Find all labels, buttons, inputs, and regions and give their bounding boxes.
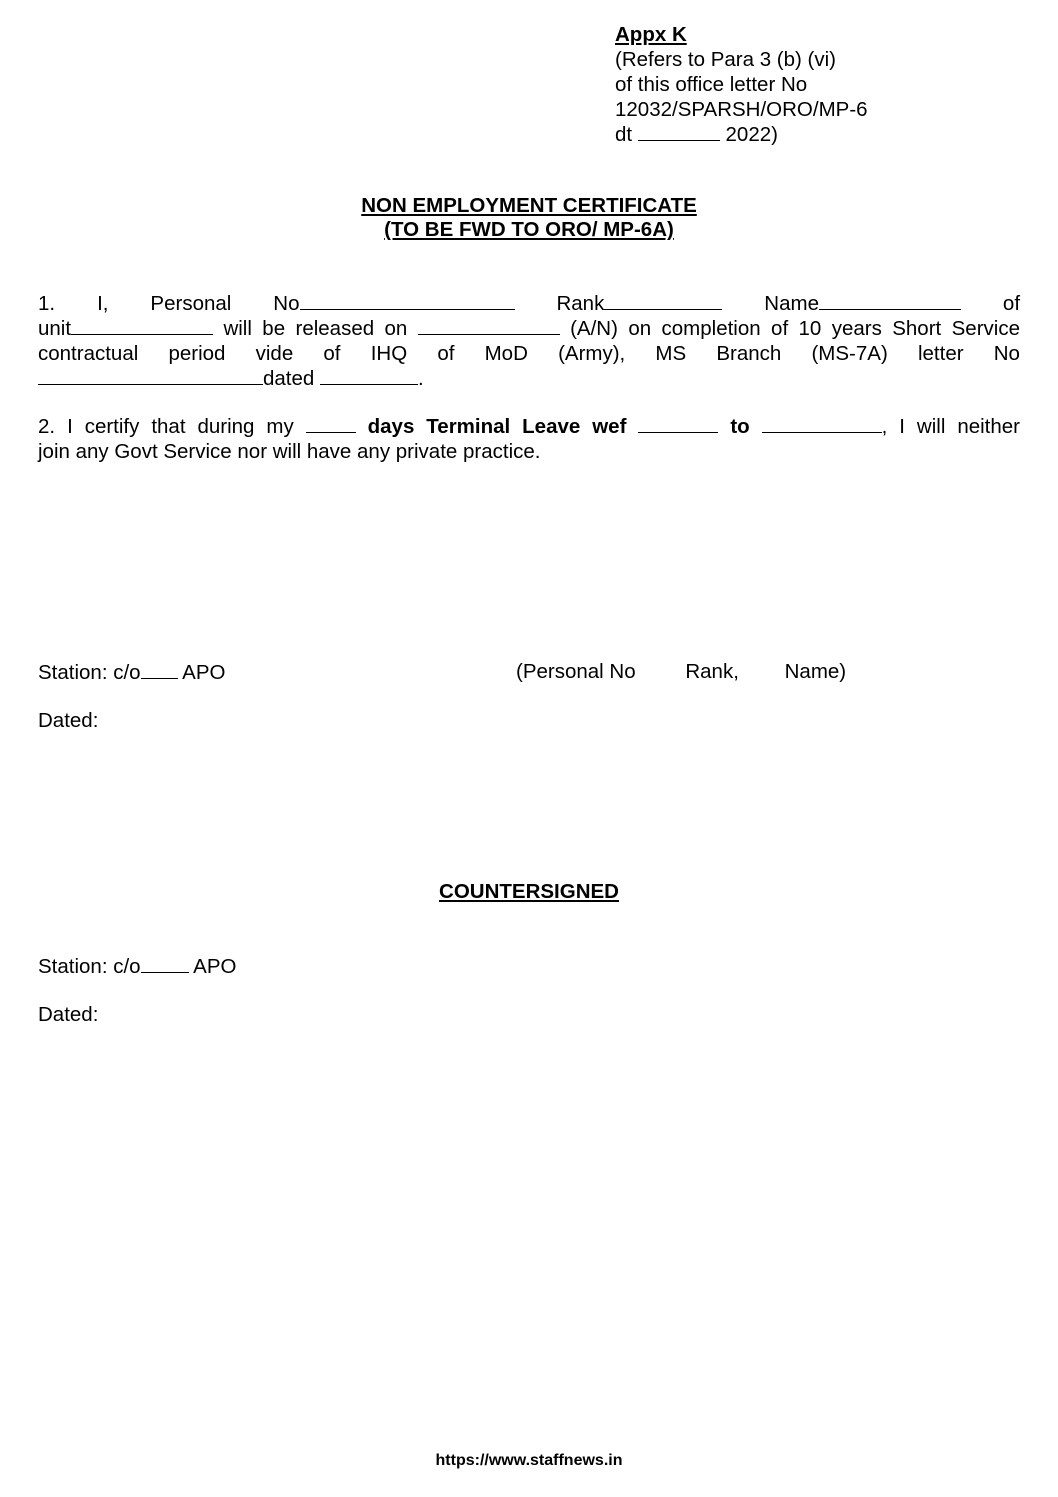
para1-line3: contractual period vide of IHQ of MoD (Army), MS Branch (MS-7A) letter No [38, 342, 1020, 365]
countersigned-station-blank [141, 954, 189, 973]
footer-url: https://www.staffnews.in [435, 1452, 623, 1469]
countersigned-dated-line: Dated: [38, 1003, 99, 1026]
appendix-line-2: of this office letter No [615, 73, 808, 96]
countersigned-station-line: Station: c/o APO [38, 955, 237, 978]
appendix-line-3: 12032/SPARSH/ORO/MP-6 [615, 98, 868, 121]
date-blank [638, 122, 720, 141]
appendix-line-1: (Refers to Para 3 (b) (vi) [615, 48, 836, 71]
letter-no-blank [38, 366, 263, 385]
station-blank [141, 660, 178, 679]
appendix-line-4: dt 2022) [615, 123, 778, 146]
unit-blank [71, 316, 213, 335]
letter-date-blank [320, 366, 418, 385]
para1-line2: unit will be released on (A/N) on completion of 10 years Short Service [38, 317, 1020, 340]
release-date-blank [418, 316, 560, 335]
appendix-title: Appx K [615, 23, 687, 46]
appendix-reference [615, 22, 915, 147]
document-subtitle: (TO BE FWD TO ORO/ MP-6A) [384, 218, 674, 241]
dated-line: Dated: [38, 709, 99, 732]
document-title: NON EMPLOYMENT CERTIFICATE [361, 194, 697, 217]
days-blank [306, 414, 356, 433]
countersigned-title: COUNTERSIGNED [439, 880, 619, 903]
leave-to-blank [762, 414, 882, 433]
station-line: Station: c/o APO [38, 661, 226, 684]
leave-from-blank [638, 414, 718, 433]
personal-no-blank [300, 291, 515, 310]
name-blank [819, 291, 961, 310]
rank-blank [604, 291, 722, 310]
para2-line1: 2. I certify that during my days Terminal Leave wef to , I will neither [38, 415, 1021, 438]
para1-line1: 1. I, Personal No Rank Name of [38, 292, 1021, 315]
signatory-details: (Personal No Rank, Name) [516, 660, 847, 683]
para2-line2: join any Govt Service nor will have any private practice. [38, 440, 541, 463]
para1-line4: dated . [38, 366, 1020, 391]
